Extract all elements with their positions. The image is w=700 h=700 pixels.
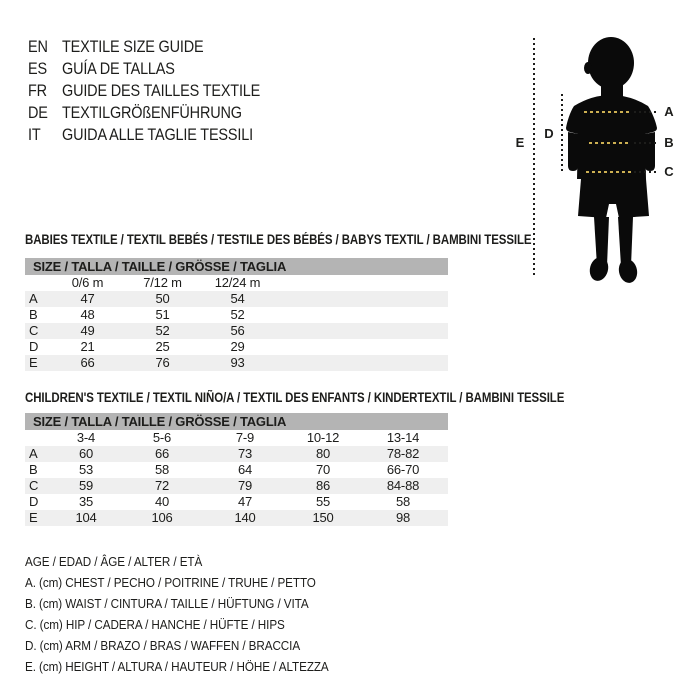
language-code: IT	[28, 125, 41, 144]
row-label: C	[29, 478, 39, 493]
column-header: 0/6 m	[71, 275, 104, 290]
table-cell: 73	[237, 446, 253, 461]
table-cell: 56	[230, 323, 245, 338]
table-cell: 79	[237, 478, 253, 493]
table-cell: 104	[75, 510, 97, 525]
table-row	[25, 510, 448, 526]
language-title: GUIDA ALLE TAGLIE TESSILI	[62, 125, 253, 144]
language-row	[28, 80, 295, 102]
legend-line-height: E. (cm) HEIGHT / ALTURA / HAUTEUR / HÖHE / ALTEZZA	[25, 659, 329, 674]
children-size-table	[25, 413, 448, 526]
chest-measure-line-a	[584, 111, 632, 113]
column-header: 3-4	[76, 430, 96, 445]
legend-line-chest: A. (cm) CHEST / PECHO / POITRINE / TRUHE / PETTO	[25, 575, 316, 590]
children-section-title: CHILDREN'S TEXTILE / TEXTIL NIÑO/A / TEXTIL DES ENFANTS / KINDERTEXTIL / BAMBINI TESSILE	[25, 390, 565, 405]
measure-label-c: C	[664, 164, 674, 179]
row-label: E	[29, 510, 38, 525]
table-cell: 54	[230, 291, 245, 306]
table-cell: 25	[155, 339, 170, 354]
table-cell: 60	[78, 446, 94, 461]
table-cell: 49	[80, 323, 95, 338]
language-title: GUIDE DES TAILLES TEXTILE	[62, 81, 261, 100]
legend-line-arm: D. (cm) ARM / BRAZO / BRAS / WAFFEN / BRACCIA	[25, 638, 301, 653]
table-cell: 47	[237, 494, 253, 509]
table-row	[25, 307, 448, 323]
row-label: A	[29, 291, 38, 306]
size-header-band: SIZE / TALLA / TAILLE / GRÖSSE / TAGLIA	[25, 413, 448, 430]
row-label: C	[29, 323, 39, 338]
table-row	[25, 462, 448, 478]
language-code: EN	[28, 37, 48, 56]
table-cell: 78-82	[386, 446, 420, 461]
column-header-row	[25, 275, 448, 291]
column-header: 7-9	[235, 430, 255, 445]
babies-section-title: BABIES TEXTILE / TEXTIL BEBÉS / TESTILE DES BÉBÉS / BABYS TEXTIL / BAMBINI TESSILE	[25, 232, 532, 247]
waist-leader-line-b	[634, 142, 657, 144]
legend-line-age: AGE / EDAD / ÂGE / ALTER / ETÀ	[25, 554, 203, 569]
row-label: B	[29, 307, 38, 322]
table-cell: 55	[315, 494, 331, 509]
table-cell: 66	[154, 446, 170, 461]
measurement-legend	[25, 551, 362, 677]
table-cell: 76	[155, 355, 170, 370]
table-cell: 86	[315, 478, 331, 493]
table-cell: 140	[234, 510, 256, 525]
table-cell: 72	[154, 478, 170, 493]
table-cell: 47	[80, 291, 95, 306]
language-code: ES	[28, 59, 47, 78]
table-cell: 50	[155, 291, 170, 306]
table-cell: 80	[315, 446, 331, 461]
language-row	[28, 124, 295, 146]
table-cell: 93	[230, 355, 245, 370]
chest-leader-line-a	[634, 111, 657, 113]
table-cell: 64	[237, 462, 253, 477]
table-cell: 84-88	[386, 478, 420, 493]
table-cell: 35	[78, 494, 94, 509]
child-silhouette	[548, 36, 672, 286]
column-header: 13-14	[386, 430, 420, 445]
measure-label-b: B	[664, 135, 674, 150]
language-code: DE	[28, 103, 48, 122]
row-label: D	[29, 339, 39, 354]
table-cell: 53	[78, 462, 94, 477]
hip-measure-line-c	[586, 171, 632, 173]
language-row	[28, 36, 295, 58]
measure-label-a: A	[664, 104, 674, 119]
table-row	[25, 355, 448, 371]
table-cell: 59	[78, 478, 94, 493]
language-title: GUÍA DE TALLAS	[62, 59, 175, 78]
table-cell: 98	[395, 510, 411, 525]
row-label: B	[29, 462, 38, 477]
table-cell: 52	[230, 307, 245, 322]
size-header-band: SIZE / TALLA / TAILLE / GRÖSSE / TAGLIA	[25, 258, 448, 275]
table-row	[25, 478, 448, 494]
row-label: E	[29, 355, 38, 370]
table-cell: 58	[395, 494, 411, 509]
language-row	[28, 58, 295, 80]
waist-measure-line-b	[589, 142, 631, 144]
table-row	[25, 291, 448, 307]
table-cell: 66-70	[386, 462, 420, 477]
language-title: TEXTILGRÖßENFÜHRUNG	[62, 103, 242, 122]
table-cell: 66	[80, 355, 95, 370]
column-header-row	[25, 430, 448, 446]
table-cell: 40	[154, 494, 170, 509]
arm-measure-line-d	[561, 94, 563, 172]
measure-label-e: E	[515, 135, 525, 150]
babies-size-table	[25, 258, 448, 371]
table-cell: 21	[80, 339, 95, 354]
column-header: 7/12 m	[143, 275, 182, 290]
row-label: A	[29, 446, 38, 461]
table-cell: 51	[155, 307, 170, 322]
table-row	[25, 494, 448, 510]
hip-leader-line-c	[634, 171, 657, 173]
table-cell: 48	[80, 307, 95, 322]
table-cell: 70	[315, 462, 331, 477]
language-title: TEXTILE SIZE GUIDE	[62, 37, 204, 56]
table-row	[25, 339, 448, 355]
table-cell: 29	[230, 339, 245, 354]
table-row	[25, 323, 448, 339]
table-cell: 150	[312, 510, 334, 525]
language-code: FR	[28, 81, 47, 100]
column-header: 10-12	[306, 430, 340, 445]
measure-label-d: D	[544, 126, 554, 141]
row-label: D	[29, 494, 39, 509]
language-row	[28, 102, 295, 124]
legend-line-waist: B. (cm) WAIST / CINTURA / TAILLE / HÜFTUNG / VITA	[25, 596, 309, 611]
column-header: 5-6	[152, 430, 172, 445]
table-cell: 106	[151, 510, 173, 525]
column-header: 12/24 m	[214, 275, 261, 290]
language-title-list	[28, 36, 295, 146]
table-row	[25, 446, 448, 462]
legend-line-hip: C. (cm) HIP / CADERA / HANCHE / HÜFTE / HIPS	[25, 617, 285, 632]
table-cell: 52	[155, 323, 170, 338]
table-cell: 58	[154, 462, 170, 477]
